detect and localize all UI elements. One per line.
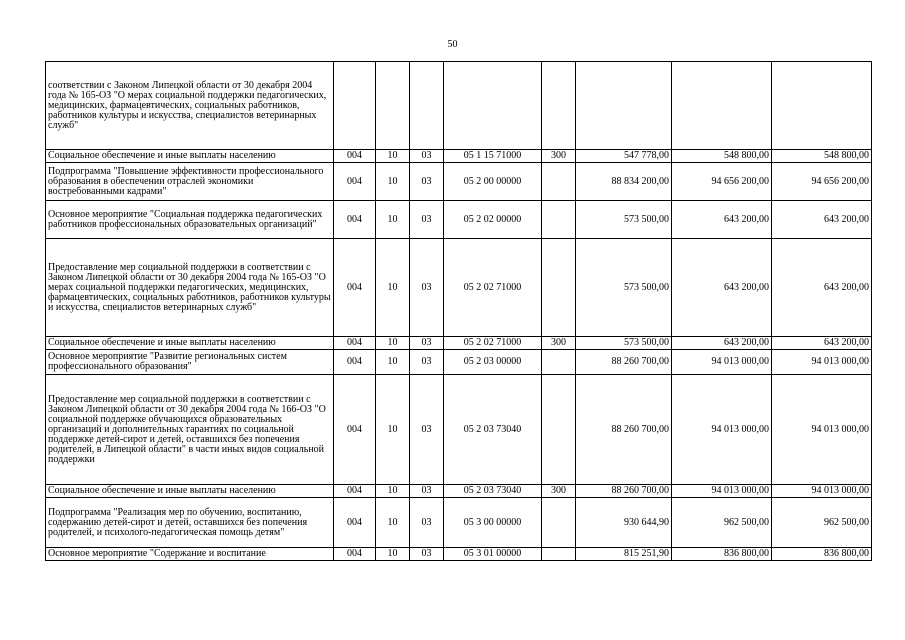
amount-year-1: 573 500,00 bbox=[576, 239, 672, 337]
amount-year-1: 573 500,00 bbox=[576, 201, 672, 239]
table-row bbox=[46, 548, 872, 561]
ministry-code: 004 bbox=[334, 163, 376, 201]
amount-year-3 bbox=[772, 62, 872, 150]
row-name: Предоставление мер социальной поддержки в соответствии с Законом Липецкой области от 30 декабря 2004 года № 166-ОЗ "О социальной поддержке обучающихся образовательных организаций и дополнительных гарантиях по социальной поддержке детей-сирот и детей, оставшихся без попечения родителей, в Липецкой области" в части иных видов социальной поддержки bbox=[46, 375, 334, 485]
page-number: 50 bbox=[447, 39, 458, 50]
ministry-code: 004 bbox=[334, 498, 376, 548]
section-code: 10 bbox=[376, 548, 410, 561]
expense-type bbox=[542, 375, 576, 485]
amount-year-1: 547 778,00 bbox=[576, 150, 672, 163]
subsection-code: 03 bbox=[410, 239, 444, 337]
amount-year-1: 815 251,90 bbox=[576, 548, 672, 561]
budget-table bbox=[45, 61, 872, 561]
row-name: соответствии с Законом Липецкой области от 30 декабря 2004 года № 165-ОЗ "О мерах социальной поддержки педагогических, медицинских, фармацевтических, социальных работников, работников культуры и искусства, специалистов ветеринарных служб" bbox=[46, 62, 334, 150]
subsection-code: 03 bbox=[410, 498, 444, 548]
ministry-code: 004 bbox=[334, 350, 376, 375]
amount-year-2 bbox=[672, 62, 772, 150]
row-name: Социальное обеспечение и иные выплаты населению bbox=[46, 150, 334, 163]
subsection-code: 03 bbox=[410, 163, 444, 201]
subsection-code: 03 bbox=[410, 485, 444, 498]
section-code: 10 bbox=[376, 163, 410, 201]
amount-year-2: 94 013 000,00 bbox=[672, 350, 772, 375]
expense-type bbox=[542, 498, 576, 548]
section-code: 10 bbox=[376, 350, 410, 375]
table-row bbox=[46, 350, 872, 375]
amount-year-3: 94 013 000,00 bbox=[772, 485, 872, 498]
amount-year-1: 88 260 700,00 bbox=[576, 375, 672, 485]
table-row bbox=[46, 201, 872, 239]
row-name: Социальное обеспечение и иные выплаты населению bbox=[46, 485, 334, 498]
expense-type bbox=[542, 350, 576, 375]
row-name: Подпрограмма "Повышение эффективности профессионального образования в обеспечении отраслей экономики востребованными кадрами" bbox=[46, 163, 334, 201]
table-row bbox=[46, 239, 872, 337]
row-name: Подпрограмма "Реализация мер по обучению, воспитанию, содержанию детей-сирот и детей, оставшихся без попечения родителей, и психолого-педагогическая помощь детям" bbox=[46, 498, 334, 548]
amount-year-2: 548 800,00 bbox=[672, 150, 772, 163]
table-row bbox=[46, 485, 872, 498]
amount-year-2: 962 500,00 bbox=[672, 498, 772, 548]
ministry-code: 004 bbox=[334, 201, 376, 239]
section-code: 10 bbox=[376, 485, 410, 498]
amount-year-3: 643 200,00 bbox=[772, 201, 872, 239]
section-code: 10 bbox=[376, 150, 410, 163]
subsection-code: 03 bbox=[410, 201, 444, 239]
target-code: 05 2 03 73040 bbox=[444, 375, 542, 485]
ministry-code: 004 bbox=[334, 375, 376, 485]
section-code: 10 bbox=[376, 239, 410, 337]
amount-year-3: 643 200,00 bbox=[772, 239, 872, 337]
subsection-code bbox=[410, 62, 444, 150]
amount-year-2: 836 800,00 bbox=[672, 548, 772, 561]
section-code: 10 bbox=[376, 375, 410, 485]
amount-year-1: 88 834 200,00 bbox=[576, 163, 672, 201]
amount-year-1 bbox=[576, 62, 672, 150]
section-code: 10 bbox=[376, 337, 410, 350]
target-code: 05 1 15 71000 bbox=[444, 150, 542, 163]
target-code: 05 3 00 00000 bbox=[444, 498, 542, 548]
ministry-code: 004 bbox=[334, 548, 376, 561]
expense-type bbox=[542, 239, 576, 337]
section-code: 10 bbox=[376, 201, 410, 239]
ministry-code: 004 bbox=[334, 485, 376, 498]
target-code bbox=[444, 62, 542, 150]
amount-year-3: 94 013 000,00 bbox=[772, 350, 872, 375]
ministry-code bbox=[334, 62, 376, 150]
table-row bbox=[46, 337, 872, 350]
row-name: Основное мероприятие "Содержание и воспитание bbox=[46, 548, 334, 561]
target-code: 05 2 03 00000 bbox=[444, 350, 542, 375]
section-code: 10 bbox=[376, 498, 410, 548]
amount-year-1: 88 260 700,00 bbox=[576, 350, 672, 375]
amount-year-1: 88 260 700,00 bbox=[576, 485, 672, 498]
amount-year-3: 94 013 000,00 bbox=[772, 375, 872, 485]
amount-year-2: 643 200,00 bbox=[672, 337, 772, 350]
subsection-code: 03 bbox=[410, 548, 444, 561]
target-code: 05 2 00 00000 bbox=[444, 163, 542, 201]
expense-type bbox=[542, 201, 576, 239]
target-code: 05 2 02 71000 bbox=[444, 337, 542, 350]
amount-year-2: 94 013 000,00 bbox=[672, 485, 772, 498]
amount-year-2: 643 200,00 bbox=[672, 239, 772, 337]
expense-type: 300 bbox=[542, 485, 576, 498]
amount-year-3: 836 800,00 bbox=[772, 548, 872, 561]
expense-type bbox=[542, 548, 576, 561]
row-name: Предоставление мер социальной поддержки в соответствии с Законом Липецкой области от 30 декабря 2004 года № 165-ОЗ "О мерах социальной поддержки педагогических, медицинских, фармацевтических, социальных работников, работников культуры и искусства, специалистов ветеринарных служб" bbox=[46, 239, 334, 337]
amount-year-2: 643 200,00 bbox=[672, 201, 772, 239]
table-row bbox=[46, 150, 872, 163]
table-row bbox=[46, 375, 872, 485]
expense-type bbox=[542, 62, 576, 150]
row-name: Основное мероприятие "Развитие региональных систем профессионального образования" bbox=[46, 350, 334, 375]
row-name: Социальное обеспечение и иные выплаты населению bbox=[46, 337, 334, 350]
amount-year-3: 643 200,00 bbox=[772, 337, 872, 350]
amount-year-2: 94 013 000,00 bbox=[672, 375, 772, 485]
table-row bbox=[46, 62, 872, 150]
ministry-code: 004 bbox=[334, 337, 376, 350]
row-name: Основное мероприятие "Социальная поддержка педагогических работников профессиональных образовательных организаций" bbox=[46, 201, 334, 239]
expense-type bbox=[542, 163, 576, 201]
target-code: 05 3 01 00000 bbox=[444, 548, 542, 561]
target-code: 05 2 03 73040 bbox=[444, 485, 542, 498]
subsection-code: 03 bbox=[410, 150, 444, 163]
expense-type: 300 bbox=[542, 150, 576, 163]
subsection-code: 03 bbox=[410, 375, 444, 485]
table-body bbox=[46, 62, 872, 561]
amount-year-3: 548 800,00 bbox=[772, 150, 872, 163]
subsection-code: 03 bbox=[410, 337, 444, 350]
subsection-code: 03 bbox=[410, 350, 444, 375]
table-row bbox=[46, 498, 872, 548]
amount-year-1: 930 644,90 bbox=[576, 498, 672, 548]
table-row bbox=[46, 163, 872, 201]
ministry-code: 004 bbox=[334, 150, 376, 163]
amount-year-3: 94 656 200,00 bbox=[772, 163, 872, 201]
section-code bbox=[376, 62, 410, 150]
amount-year-3: 962 500,00 bbox=[772, 498, 872, 548]
target-code: 05 2 02 71000 bbox=[444, 239, 542, 337]
target-code: 05 2 02 00000 bbox=[444, 201, 542, 239]
expense-type: 300 bbox=[542, 337, 576, 350]
amount-year-1: 573 500,00 bbox=[576, 337, 672, 350]
amount-year-2: 94 656 200,00 bbox=[672, 163, 772, 201]
ministry-code: 004 bbox=[334, 239, 376, 337]
